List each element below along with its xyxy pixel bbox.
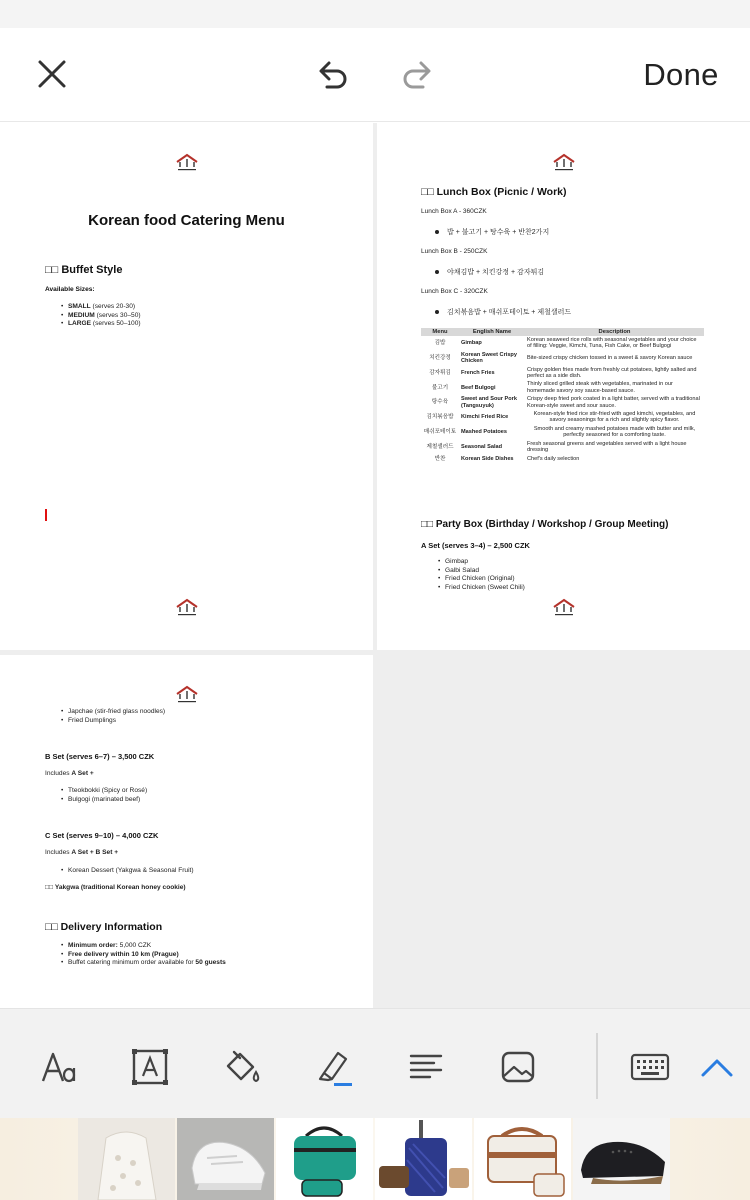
white-sneakers-ad[interactable] <box>177 1118 274 1200</box>
table-header: Menu <box>421 328 459 336</box>
set-c-label: C Set (serves 9–10) – 4,000 CZK <box>45 831 159 840</box>
delivery-list <box>68 942 226 968</box>
document-title: Korean food Catering Menu <box>88 212 285 229</box>
list-item: • Gimbap <box>445 558 525 567</box>
table-row: 매쉬포테이토 Mashed Potatoes Smooth and creamy mashed potatoes made with butter and milk, perfectly seasoned for a comforting taste. <box>423 425 696 439</box>
highlighter-icon <box>314 1047 354 1087</box>
set-b-label: B Set (serves 6–7) – 3,500 CZK <box>45 752 155 761</box>
list-item: • Tteokbokki (Spicy or Rosé) <box>68 787 147 796</box>
set-b-includes: Includes A Set + <box>45 770 94 777</box>
menu-table <box>421 328 704 463</box>
document-canvas[interactable] <box>0 123 750 1008</box>
set-c-includes: Includes A Set + B Set + <box>45 849 119 856</box>
done-button[interactable]: Done <box>643 57 719 92</box>
set-c-list <box>68 867 194 876</box>
fill-color-button[interactable] <box>222 1047 262 1087</box>
table-row: 제철샐러드 Seasonal Salad Fresh seasonal greens and vegetables served with a light house dressing <box>426 440 687 454</box>
list-item: • LARGE (serves 50–100) <box>68 320 141 329</box>
list-item: • Fried Chicken (Sweet Chili) <box>445 584 525 593</box>
undo-icon <box>315 59 351 91</box>
text-style-icon <box>40 1050 78 1084</box>
table-row: 반찬 Korean Side Dishes Chef's daily selection <box>434 455 580 462</box>
align-button[interactable] <box>406 1047 446 1087</box>
sweater-image <box>78 1118 175 1200</box>
restaurant-logo-icon <box>175 598 199 618</box>
table-row: 김밥 Gimbap Korean seaweed rice rolls with seasonal vegetables and your choice of filling: Veggie, Kimchi, Tuna, Fish Cake, or Beef Bulgogi <box>434 337 697 350</box>
text-style-button[interactable] <box>39 1047 79 1087</box>
green-duffel-bag-ad[interactable] <box>276 1118 373 1200</box>
list-item: • Bulgogi (marinated beef) <box>68 796 147 805</box>
list-item: • Buffet catering minimum order available for 50 guests <box>68 959 226 968</box>
table-header: Description <box>525 328 704 336</box>
brogue-shoes-image <box>573 1118 670 1200</box>
text-box-button[interactable] <box>130 1047 170 1087</box>
list-item: • Galbi Salad <box>445 567 525 576</box>
close-button[interactable] <box>28 50 76 98</box>
white-travel-bag-ad[interactable] <box>474 1118 571 1200</box>
toolbar-divider <box>596 1033 598 1099</box>
available-sizes-label: Available Sizes: <box>45 286 95 293</box>
knit-sweater-ad[interactable] <box>78 1118 175 1200</box>
list-item: • Fried Dumplings <box>68 717 165 726</box>
image-icon <box>500 1050 536 1084</box>
list-item: • Japchae (stir-fried glass noodles) <box>68 708 165 717</box>
restaurant-logo-icon <box>175 153 199 173</box>
keyboard-button[interactable] <box>630 1047 670 1087</box>
black-brogue-shoes-ad[interactable] <box>573 1118 670 1200</box>
table-header: English Name <box>459 328 525 336</box>
lunch-box-b-contents: 야채김밥 + 치킨강정 + 감자튀김 <box>435 267 544 277</box>
table-row: 치킨강정 Korean Sweet Crispy Chicken Bite-sized crispy chicken tossed in a sweet & savory Korean sauce <box>429 351 693 365</box>
list-item: • Fried Chicken (Original) <box>445 575 525 584</box>
collapse-toolbar-button[interactable] <box>697 1047 737 1087</box>
lunch-box-b-label: Lunch Box B - 250CZK <box>421 248 488 255</box>
chevron-up-icon <box>700 1056 734 1078</box>
travel-bag-image <box>474 1118 571 1200</box>
list-item: • SMALL (serves 20-30) <box>68 303 141 312</box>
text-cursor <box>45 509 47 521</box>
table-row: 탕수육 Sweet and Sour Pork (Tangsuyuk) Crispy deep fried pork coated in a light batter, served with a traditional Korean-style sweet and sour sauce. <box>431 396 700 409</box>
lunch-box-heading: □□ Lunch Box (Picnic / Work) <box>421 186 567 198</box>
editor-top-bar <box>0 28 750 122</box>
status-strip <box>0 0 750 28</box>
luggage-image <box>375 1118 472 1200</box>
party-box-heading: □□ Party Box (Birthday / Workshop / Group Meeting) <box>421 519 669 530</box>
text-box-icon <box>131 1048 169 1086</box>
set-b-list <box>68 787 147 804</box>
sneakers-image <box>177 1118 274 1200</box>
table-row: 감자튀김 French Fries Crispy golden fries made from freshly cut potatoes, lightly salted and perfect as a side dish. <box>429 366 697 380</box>
lunch-box-a-contents: 밥 + 불고기 + 탕수육 + 반찬2가지 <box>435 227 549 237</box>
navy-luggage-set-ad[interactable] <box>375 1118 472 1200</box>
set-a-label: A Set (serves 3–4) – 2,500 CZK <box>421 541 530 550</box>
redo-icon <box>399 59 435 91</box>
yakgwa-note: □□ Yakgwa (traditional Korean honey cookie) <box>45 884 186 891</box>
restaurant-logo-icon <box>552 598 576 618</box>
document-page-1[interactable] <box>0 123 373 650</box>
redo-button[interactable] <box>394 52 440 98</box>
close-icon <box>36 58 68 90</box>
list-item: • Minimum order: 5,000 CZK <box>68 942 226 951</box>
lunch-box-a-label: Lunch Box A - 360CZK <box>421 208 487 215</box>
delivery-heading: □□ Delivery Information <box>45 921 163 933</box>
ad-banner[interactable] <box>0 1118 750 1200</box>
table-row: 불고기 Beef Bulgogi Thinly sliced grilled steak with vegetables, marinated in our homemade savory soy sauce-based sauce. <box>431 381 673 394</box>
list-item: • Korean Dessert (Yakgwa & Seasonal Fruit) <box>68 867 194 876</box>
fill-color-icon <box>222 1048 262 1086</box>
formatting-toolbar <box>0 1008 750 1118</box>
set-a-list <box>445 558 525 592</box>
list-item: • MEDIUM (serves 30–50) <box>68 312 141 321</box>
set-a-list-continued <box>68 708 165 725</box>
restaurant-logo-icon <box>552 153 576 173</box>
insert-image-button[interactable] <box>498 1047 538 1087</box>
keyboard-icon <box>630 1052 670 1082</box>
document-page-2[interactable] <box>377 123 750 650</box>
lunch-box-c-label: Lunch Box C - 320CZK <box>421 288 488 295</box>
lunch-box-c-contents: 김치볶음밥 + 매쉬포테이토 + 제철샐러드 <box>435 307 571 317</box>
highlighter-button[interactable] <box>314 1047 354 1087</box>
undo-button[interactable] <box>310 52 356 98</box>
document-page-3[interactable] <box>0 655 373 1008</box>
align-icon <box>408 1052 444 1082</box>
restaurant-logo-icon <box>175 685 199 705</box>
table-header-row <box>421 328 704 336</box>
table-row: 김치볶음밥 Kimchi Fried Rice Korean-style fried rice stir-fried with aged kimchi, vegetables, and savory seasonings for a rich and slightly spicy flavor. <box>426 411 696 424</box>
buffet-heading: □□ Buffet Style <box>45 264 123 276</box>
sizes-list <box>68 303 141 329</box>
list-item: • Free delivery within 10 km (Prague) <box>68 951 226 960</box>
duffel-bag-image <box>276 1118 373 1200</box>
